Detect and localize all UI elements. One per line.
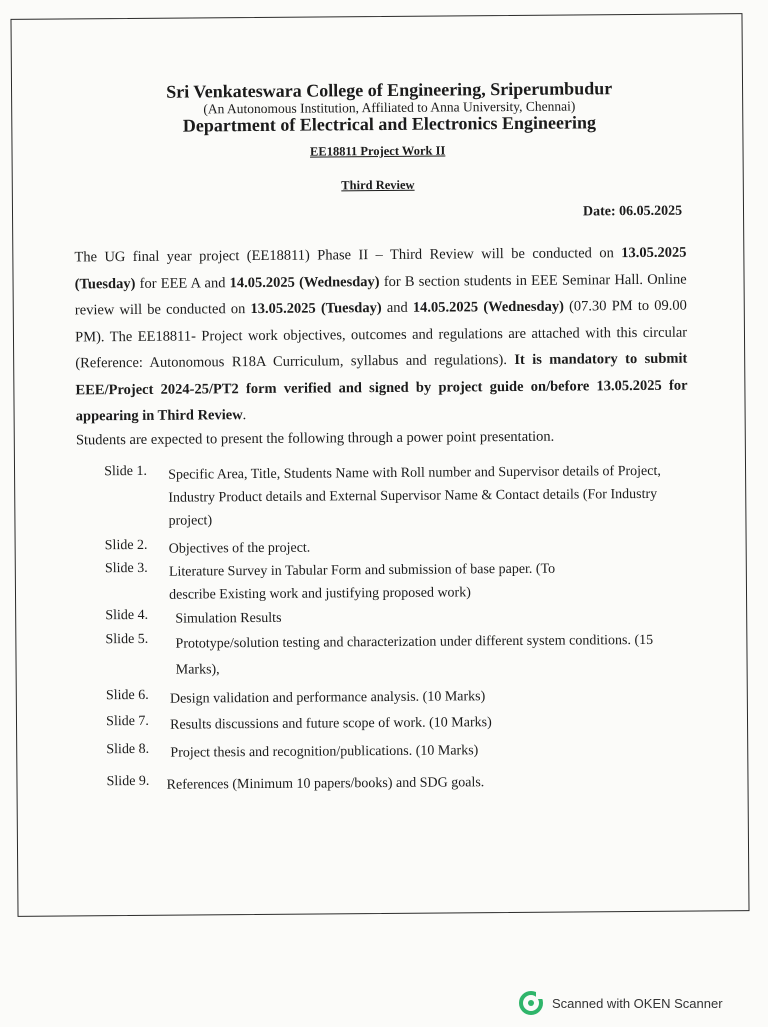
slide-item [104, 460, 694, 529]
slide-text: Design validation and performance analysis. (10 Marks) [169, 689, 486, 707]
slide-label: Slide 9. [106, 773, 150, 790]
slide-item [106, 770, 697, 793]
circular-paragraph [74, 240, 687, 430]
slide-text: Specific Area, Title, Students Name with Roll number and Supervisor details of Project, Industry Product details and External Supervisor Name & Contact details (For Industry project) [168, 463, 661, 529]
slide-text: Objectives of the project. [168, 540, 311, 557]
para-text-4: and [381, 299, 413, 317]
slide-text: Literature Survey in Tabular Form and submission of base paper. (To describe Existing work and justifying proposed work) [168, 561, 556, 603]
oken-scanner-logo-icon [518, 990, 544, 1016]
para-bold-3: 13.05.2025 (Tuesday) [250, 300, 382, 318]
slide-label: Slide 8. [106, 741, 150, 758]
slide-label: Slide 2. [104, 537, 148, 554]
slide-label: Slide 1. [104, 463, 148, 480]
para-bold-5: It is mandatory to submit EEE/Project 2024-25/PT2 form verified and signed by project guide on/before 13.05.2025 for appearing in Third Review [75, 350, 688, 425]
review-title: Third Review [341, 177, 415, 193]
course-title: EE18811 Project Work II [309, 143, 446, 159]
para-bold-2: 14.05.2025 (Wednesday) [229, 273, 380, 291]
slide-list [104, 458, 694, 793]
para-text-3: for B section students in EEE Seminar Hall. Online review will be conducted on [74, 271, 687, 319]
slide-label: Slide 4. [105, 607, 149, 624]
para-text-2: for EEE A and [135, 274, 230, 292]
slide-label: Slide 7. [106, 713, 149, 730]
para-text-5: (07.30 PM to 09.00 PM). The EE18811- Project work objectives, outcomes and regulations are attached with this circular (Reference: Autonomous R18A Curriculum, syllabus and regulations). [75, 297, 688, 372]
slide-text: Simulation Results [175, 610, 282, 627]
para-bold-1: 13.05.2025 (Tuesday) [74, 244, 687, 292]
slide-item [104, 534, 695, 557]
scanner-text: Scanned with OKEN Scanner [552, 995, 723, 1011]
circular-date: Date: 06.05.2025 [582, 203, 683, 220]
para-text-6: . [242, 407, 247, 424]
para-text-1: The UG final year project (EE18811) Phase II – Third Review will be conducted on [74, 245, 622, 266]
slide-label: Slide 5. [105, 631, 149, 648]
slide-label: Slide 3. [104, 560, 148, 577]
affiliation: (An Autonomous Institution, Affiliated to Anna University, Chennai) [203, 98, 576, 117]
college-name: Sri Venkateswara College of Engineering, Sriperumbudur [166, 78, 613, 102]
slide-item [106, 738, 696, 761]
scanner-watermark [518, 990, 723, 1016]
slide-label: Slide 6. [105, 687, 149, 704]
slide-item [105, 684, 696, 707]
slide-text: Prototype/solution testing and characterization under different system conditions. (15 Marks), [175, 632, 654, 678]
slide-text: Results discussions and future scope of work. (10 Marks) [170, 715, 492, 733]
para-bold-4: 14.05.2025 (Wednesday) [412, 298, 564, 316]
presentation-intro: Students are expected to present the following through a power point presentation. [75, 428, 555, 449]
slide-text: References (Minimum 10 papers/books) and SDG goals. [166, 775, 485, 793]
department-name: Department of Electrical and Electronics Engineering [182, 112, 597, 136]
slide-text: Project thesis and recognition/publications. (10 Marks) [170, 743, 479, 761]
